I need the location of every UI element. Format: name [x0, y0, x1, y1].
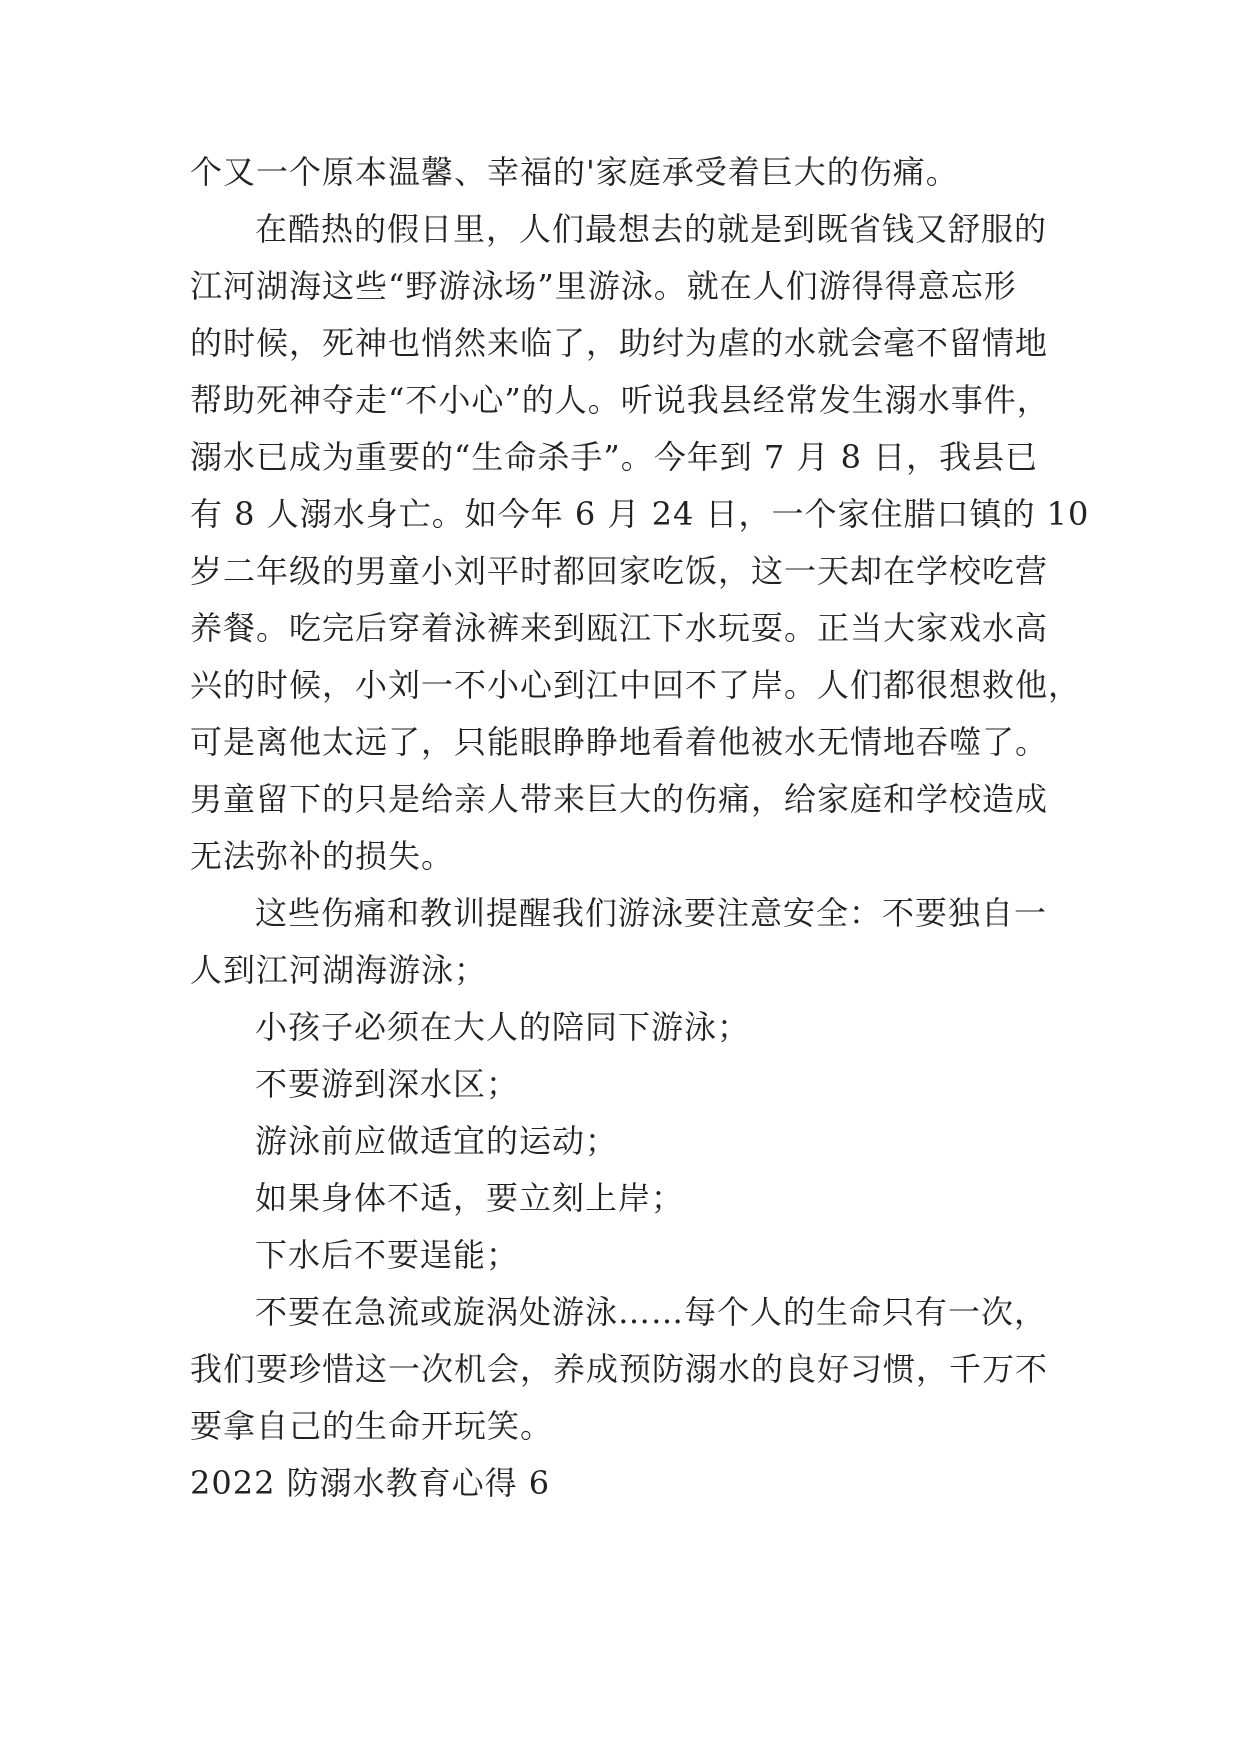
paragraph-line: 有 8 人溺水身亡。如今年 6 月 24 日，一个家住腊口镇的 10: [190, 495, 1090, 533]
paragraph-line: 人到江河湖海游泳；: [190, 951, 488, 989]
paragraph-line: 溺水已成为重要的“生命杀手”。今年到 7 月 8 日，我县已: [190, 438, 1039, 476]
list-line: 不要游到深水区；: [255, 1065, 520, 1103]
paragraph-line: 男童留下的只是给亲人带来巨大的伤痛，给家庭和学校造成: [190, 780, 1049, 818]
list-line: 如果身体不适，要立刻上岸；: [255, 1179, 685, 1217]
paragraph-line: 帮助死神夺走“不小心”的人。听说我县经常发生溺水事件，: [190, 381, 1050, 419]
paragraph-line: 岁二年级的男童小刘平时都回家吃饭，这一天却在学校吃营: [190, 552, 1049, 590]
paragraph-line: 在酷热的假日里，人们最想去的就是到既省钱又舒服的: [255, 210, 1048, 248]
paragraph-line: 无法弥补的损失。: [190, 837, 455, 875]
paragraph-line: 不要在急流或旋涡处游泳……每个人的生命只有一次，: [255, 1293, 1048, 1331]
paragraph-line: 的时候，死神也悄然来临了，助纣为虐的水就会毫不留情地: [190, 324, 1049, 362]
paragraph-line: 我们要珍惜这一次机会，养成预防溺水的良好习惯，千万不: [190, 1350, 1049, 1388]
paragraph-line: 这些伤痛和教训提醒我们游泳要注意安全：不要独自一: [255, 894, 1048, 932]
list-line: 游泳前应做适宜的运动；: [255, 1122, 619, 1160]
list-line: 小孩子必须在大人的陪同下游泳；: [255, 1008, 751, 1046]
paragraph-line: 江河湖海这些“野游泳场”里游泳。就在人们游得得意忘形: [190, 267, 1017, 305]
paragraph-line: 要拿自己的生命开玩笑。: [190, 1407, 554, 1445]
paragraph-line: 兴的时候，小刘一不小心到江中回不了岸。人们都很想救他，: [190, 666, 1082, 704]
paragraph-line: 个又一个原本温馨、幸福的'家庭承受着巨大的伤痛。: [190, 153, 959, 191]
list-line: 下水后不要逞能；: [255, 1236, 520, 1274]
paragraph-line: 养餐。吃完后穿着泳裤来到瓯江下水玩耍。正当大家戏水高: [190, 609, 1049, 647]
paragraph-line: 可是离他太远了，只能眼睁睁地看着他被水无情地吞噬了。: [190, 723, 1049, 761]
section-heading: 2022 防溺水教育心得 6: [190, 1464, 551, 1502]
